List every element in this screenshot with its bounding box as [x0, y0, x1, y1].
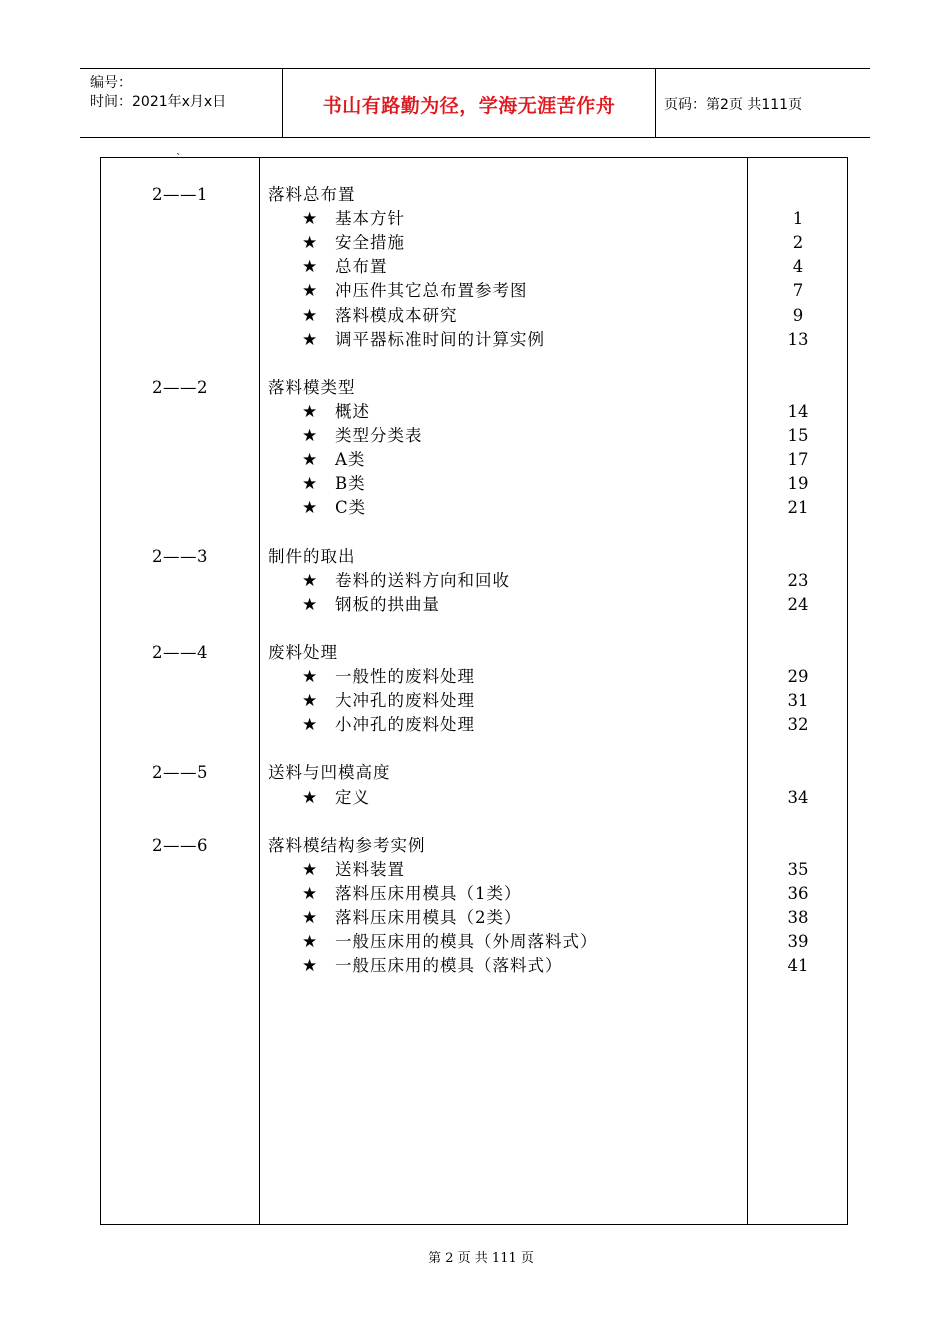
- black-star-icon: ★: [302, 883, 318, 904]
- section-number: 2——2: [152, 377, 208, 397]
- toc-item-row: [0, 954, 950, 978]
- toc-item-text: 基本方针: [335, 209, 405, 229]
- toc-item-row: [0, 496, 950, 520]
- toc-item-row: [0, 304, 950, 328]
- toc-item-row: [0, 231, 950, 255]
- black-star-icon: ★: [302, 209, 318, 230]
- toc-item-row: [0, 207, 950, 231]
- toc-item-row: [0, 472, 950, 496]
- toc-item-page: 41: [787, 956, 809, 976]
- toc-item-text: C类: [335, 498, 367, 518]
- toc-item-row: [0, 713, 950, 737]
- black-star-icon: ★: [302, 715, 318, 736]
- black-star-icon: ★: [302, 281, 318, 302]
- toc-item-page: 19: [787, 474, 809, 494]
- toc-section-row: [0, 834, 950, 858]
- toc-item-row: [0, 255, 950, 279]
- toc-section-row: [0, 641, 950, 665]
- toc-item-text: 大冲孔的废料处理: [335, 691, 475, 711]
- toc-item-row: [0, 400, 950, 424]
- toc-section-row: [0, 761, 950, 785]
- black-star-icon: ★: [302, 908, 318, 928]
- toc-item-row: [0, 424, 950, 448]
- toc-item-page: 15: [787, 426, 809, 445]
- black-star-icon: ★: [302, 305, 318, 326]
- toc-item-text: 小冲孔的废料处理: [335, 715, 475, 735]
- toc-item-row: [0, 786, 950, 810]
- toc-section-row: [0, 183, 950, 207]
- toc-item-text: A类: [335, 450, 366, 470]
- toc-item-text: 一般压床用的模具（落料式）: [335, 956, 563, 976]
- toc-item-text: 落料压床用模具（2类）: [335, 908, 522, 927]
- table-tick-mark: `: [176, 152, 182, 165]
- toc-item-row: [0, 569, 950, 593]
- toc-item-row: [0, 328, 950, 352]
- toc-item-page: 7: [792, 281, 804, 301]
- toc-item-text: 安全措施: [335, 233, 405, 253]
- toc-item-row: [0, 593, 950, 617]
- toc-item-text: 送料装置: [335, 859, 405, 879]
- toc-section-row: [0, 545, 950, 569]
- toc-item-text: 落料模成本研究: [335, 305, 458, 325]
- toc-item-page: 39: [787, 932, 809, 952]
- black-star-icon: ★: [302, 956, 318, 977]
- black-star-icon: ★: [302, 329, 318, 350]
- toc-item-page: 35: [787, 859, 809, 879]
- motto-text: 书山有路勤为径，学海无涯苦作舟: [322, 95, 616, 117]
- toc-item-text: 总布置: [335, 257, 388, 277]
- toc-section-row: [0, 376, 950, 400]
- toc-item-page: 29: [787, 667, 809, 686]
- black-star-icon: ★: [302, 787, 318, 808]
- black-star-icon: ★: [302, 257, 318, 278]
- section-number: 2——6: [152, 835, 208, 855]
- toc-item-page: 14: [787, 401, 809, 421]
- black-star-icon: ★: [302, 474, 318, 495]
- section-title: 落料模结构参考实例: [268, 835, 426, 855]
- black-star-icon: ★: [302, 859, 318, 880]
- toc-item-row: [0, 689, 950, 713]
- toc-item-page: 21: [787, 498, 809, 518]
- section-title: 落料总布置: [268, 185, 356, 204]
- toc-item-text: 类型分类表: [335, 426, 423, 445]
- section-title: 制件的取出: [268, 546, 356, 566]
- toc-item-page: 4: [792, 257, 804, 277]
- black-star-icon: ★: [302, 932, 318, 953]
- toc-item-text: 定义: [335, 787, 370, 807]
- black-star-icon: ★: [302, 691, 318, 712]
- header-motto-cell: [282, 69, 656, 137]
- section-title: 废料处理: [268, 642, 338, 662]
- toc-item-page: 13: [787, 329, 809, 349]
- toc-item-row: [0, 930, 950, 954]
- section-number: 2——4: [152, 642, 208, 662]
- toc-item-page: 34: [787, 787, 809, 807]
- section-title: 送料与凹模高度: [268, 763, 391, 783]
- toc-item-row: [0, 448, 950, 472]
- toc-item-row: [0, 665, 950, 689]
- toc-item-row: [0, 882, 950, 906]
- toc-item-text: 钢板的拱曲量: [335, 594, 440, 614]
- black-star-icon: ★: [302, 570, 318, 591]
- toc-item-page: 38: [787, 908, 809, 927]
- toc-item-row: [0, 906, 950, 930]
- page-count-label: 页码：第2页 共111页: [664, 97, 803, 113]
- toc-item-page: 2: [792, 233, 804, 253]
- section-title: 落料模类型: [268, 377, 356, 397]
- black-star-icon: ★: [302, 426, 318, 446]
- toc-item-text: 一般压床用的模具（外周落料式）: [335, 932, 598, 952]
- toc-item-page: 36: [787, 883, 809, 903]
- section-number: 2——5: [152, 763, 208, 783]
- toc-item-page: 17: [787, 450, 809, 470]
- black-star-icon: ★: [302, 450, 318, 471]
- toc-item-page: 1: [792, 209, 804, 229]
- page-header: [80, 68, 870, 138]
- toc-item-text: 落料压床用模具（1类）: [335, 883, 522, 903]
- toc-item-text: 冲压件其它总布置参考图: [335, 281, 528, 301]
- black-star-icon: ★: [302, 667, 318, 687]
- section-number: 2——1: [152, 185, 208, 204]
- header-info-cell: [80, 69, 282, 137]
- toc-item-page: 24: [787, 594, 809, 614]
- doc-number-label: 编号：: [90, 75, 132, 91]
- black-star-icon: ★: [302, 401, 318, 422]
- date-label: 时间：2021年x月x日: [90, 94, 227, 110]
- toc-item-page: 31: [787, 691, 809, 711]
- toc-item-text: 卷料的送料方向和回收: [335, 570, 510, 590]
- toc-item-row: [0, 279, 950, 303]
- toc-item-text: 一般性的废料处理: [335, 667, 475, 686]
- black-star-icon: ★: [302, 498, 318, 519]
- black-star-icon: ★: [302, 594, 318, 615]
- toc-item-text: 调平器标准时间的计算实例: [335, 329, 545, 349]
- toc-item-page: 9: [792, 305, 804, 325]
- toc-item-text: 概述: [335, 401, 370, 421]
- section-number: 2——3: [152, 546, 208, 566]
- toc-item-page: 32: [787, 715, 809, 735]
- toc-item-text: B类: [335, 474, 366, 494]
- toc-item-row: [0, 858, 950, 882]
- toc-item-page: 23: [787, 570, 809, 590]
- black-star-icon: ★: [302, 233, 318, 254]
- page-footer: 第 2 页 共 111 页: [428, 1251, 534, 1266]
